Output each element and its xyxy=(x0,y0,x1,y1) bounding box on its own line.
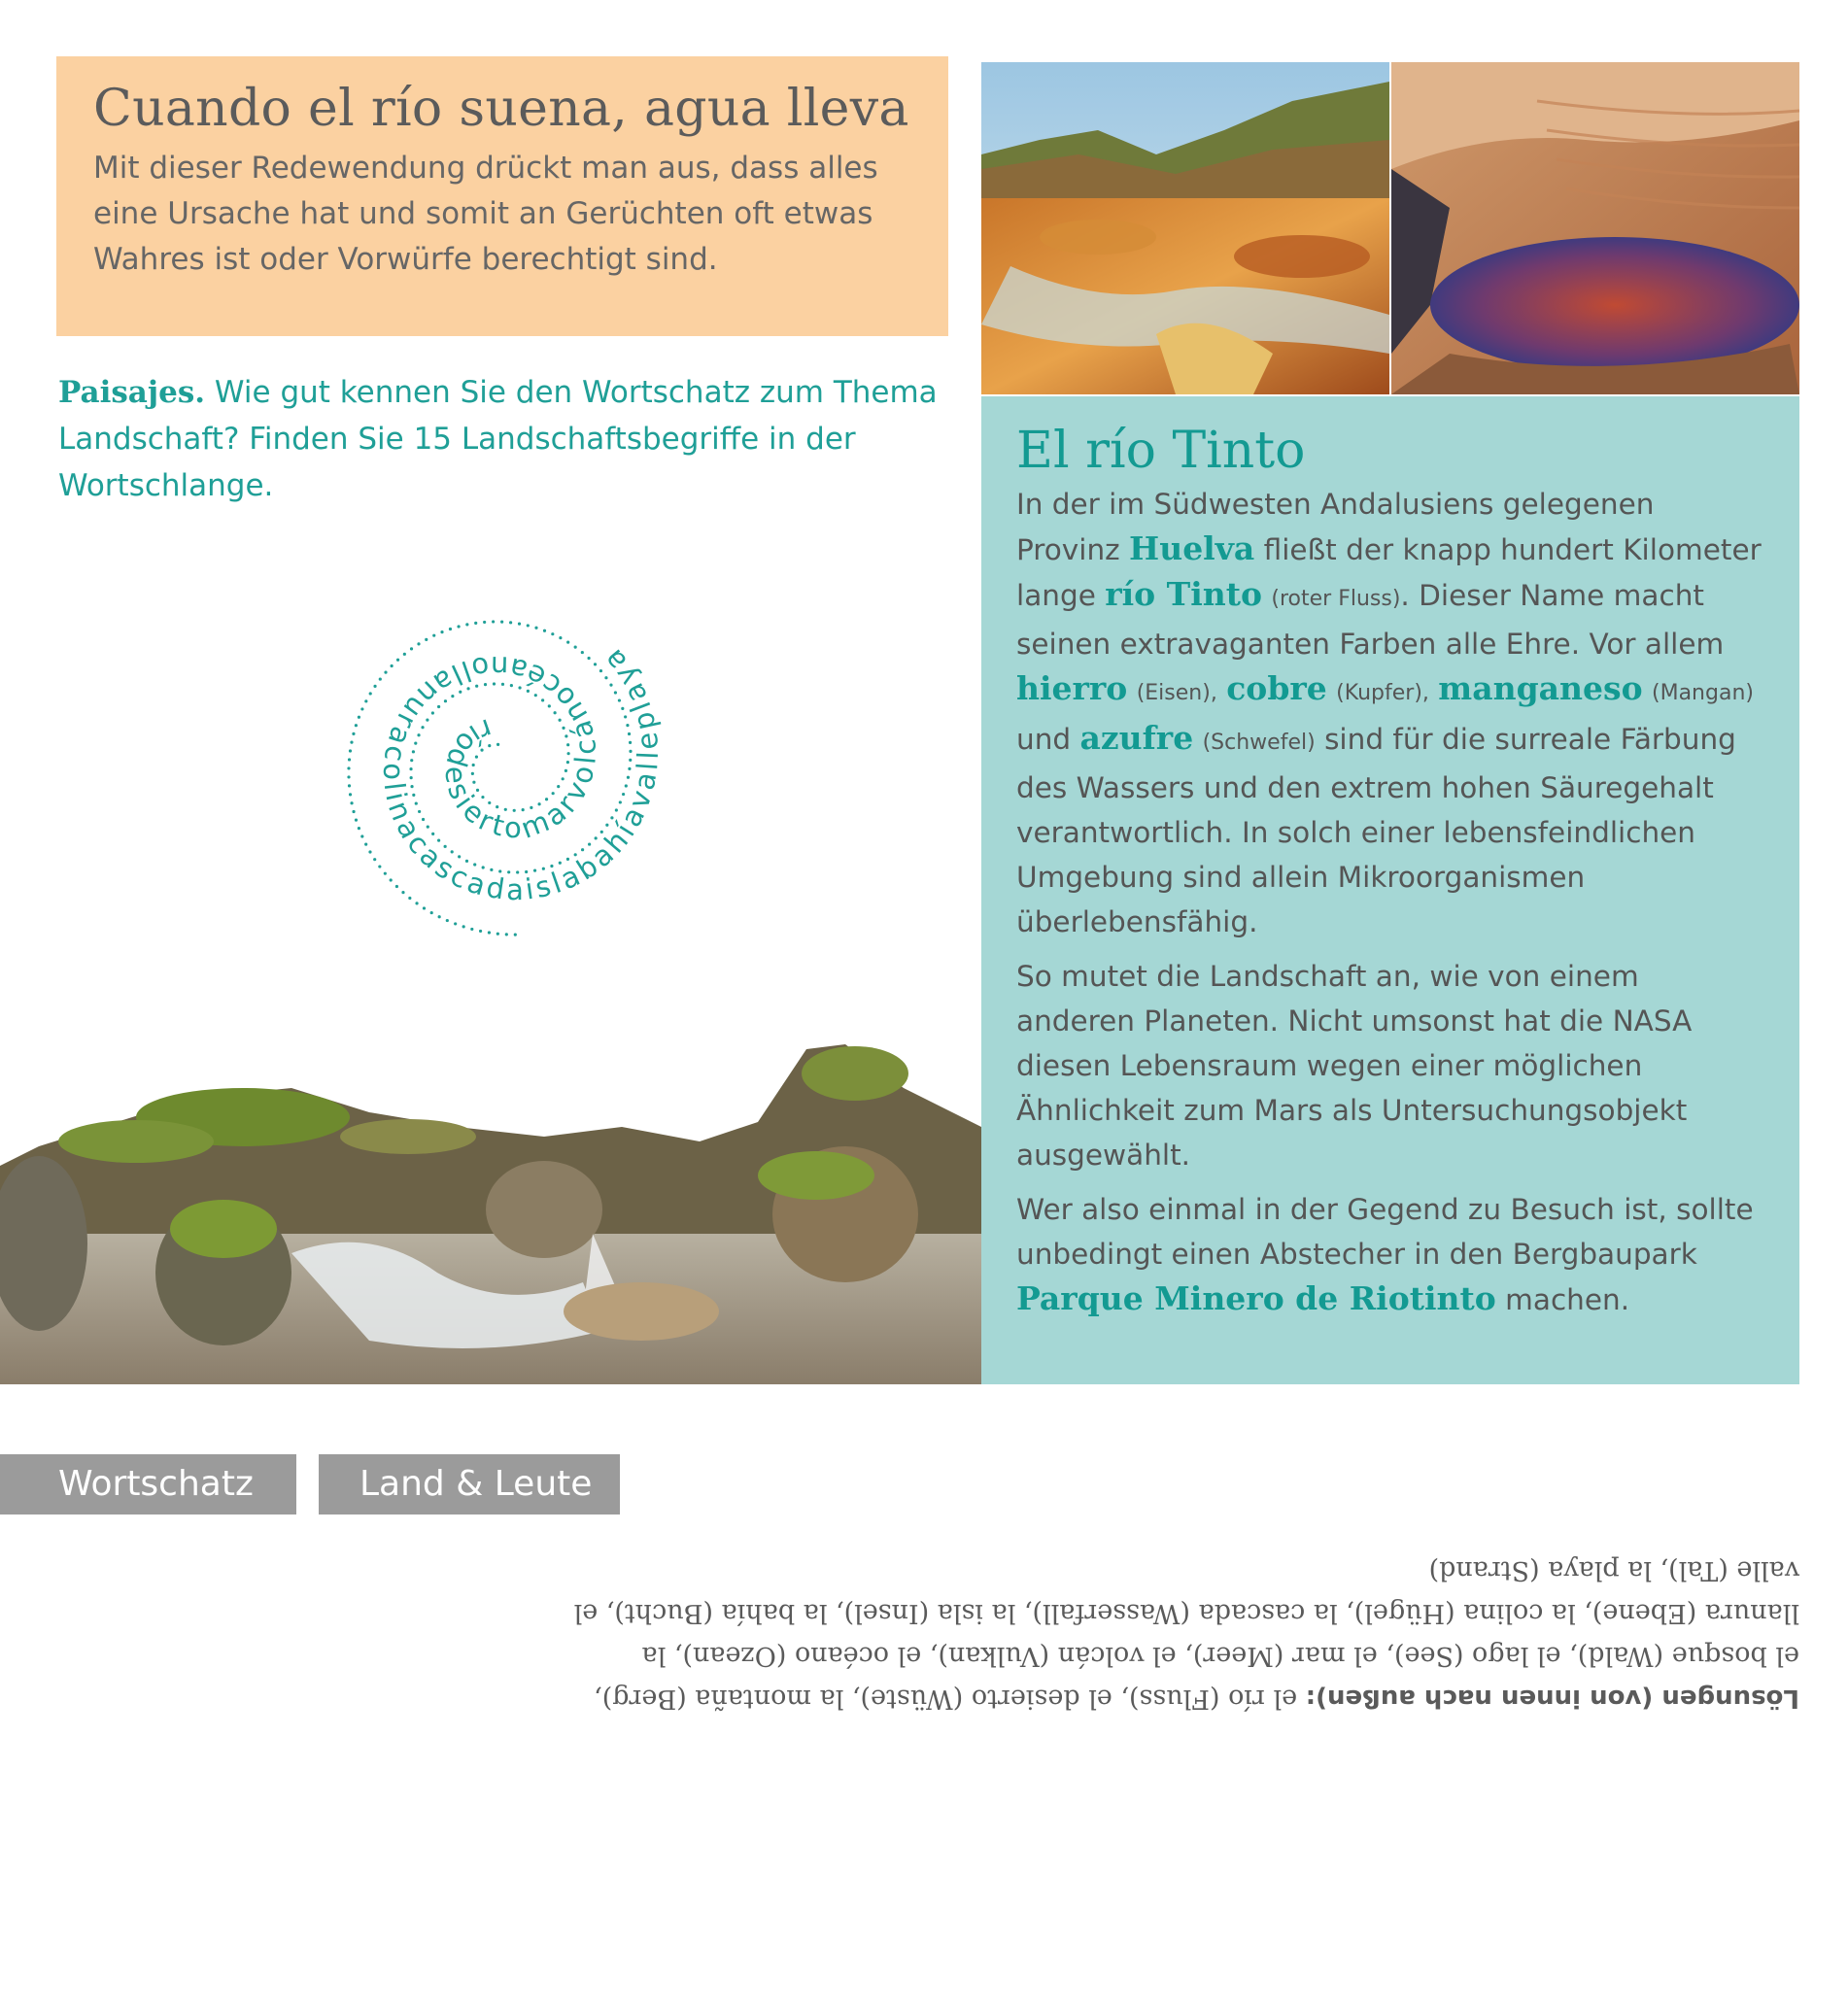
text-run: fließt der knapp hundert Kilometer lange xyxy=(1016,533,1762,612)
text-run: In der im Südwesten Andalusiens gelegenen Provinz xyxy=(1016,488,1655,566)
proverb-title: Cuando el río suena, agua lleva xyxy=(93,80,909,138)
mossy-stream-photo xyxy=(0,1020,981,1384)
solutions-label: Lösungen (von innen nach außen): xyxy=(1305,1684,1799,1713)
gloss-hierro: (Eisen), xyxy=(1136,681,1217,705)
tag-wortschatz: Wortschatz xyxy=(0,1454,296,1515)
rio-tinto-paragraph-3 xyxy=(1016,1187,1764,1322)
term-rio-tinto: río Tinto xyxy=(1105,575,1262,613)
rio-tinto-riverbed-photo xyxy=(981,62,1389,394)
rio-tinto-title: El río Tinto xyxy=(1016,422,1306,480)
text-run: . Dieser Name macht seinen extravaganten Farben alle Ehre. Vor allem xyxy=(1016,579,1725,661)
term-azufre: azufre xyxy=(1079,719,1194,757)
gloss-cobre: (Kupfer), xyxy=(1336,681,1429,705)
intro-text: Wie gut kennen Sie den Wortschatz zum Thema Landschaft? Finden Sie 15 Landschaftsbegriffe in der Wortschlange. xyxy=(58,375,938,503)
exercise-intro xyxy=(58,369,952,509)
intro-lead: Paisajes. xyxy=(58,375,206,410)
term-cobre: cobre xyxy=(1226,669,1327,707)
gloss-rio-tinto: (roter Fluss) xyxy=(1271,587,1401,611)
text-run: und xyxy=(1016,723,1080,756)
text-run: Wer also einmal in der Gegend zu Besuch ist, sollte unbedingt einen Abstecher in den Bergbaupark xyxy=(1016,1193,1754,1271)
proverb-box xyxy=(56,56,948,336)
solutions-text: el río (Fluss), el desierto (Wüste), la montaña (Berg), el bosque (Wald), el lago (See), el mar (Meer), el volcán (Vulkan), el océano (Ozean), la llanura (Ebene), la colina (Hügel), la cascada (Wasserfall), la isla (Insel), la bahía (Bucht), el valle (Tal), la playa (Strand) xyxy=(573,1555,1799,1714)
term-huelva: Huelva xyxy=(1129,529,1255,567)
rio-tinto-paragraph-2: So mutet die Landschaft an, wie von einem anderen Planeten. Nicht umsonst hat die NASA diesen Lebensraum wegen einer möglichen Ähnlichkeit zum Mars als Untersuchungsobjekt ausgewählt. xyxy=(1016,960,1693,1172)
proverb-text: Mit dieser Redewendung drückt man aus, dass alles eine Ursache hat und somit an Gerüchten oft etwas Wahres ist oder Vorwürfe berechtigt sind. xyxy=(93,151,878,277)
solutions-upside-down xyxy=(564,1535,1799,1719)
tag-land-und-leute: Land & Leute xyxy=(319,1454,620,1515)
rio-tinto-mine-lake-photo xyxy=(1391,62,1799,394)
term-parque-minero: Parque Minero de Riotinto xyxy=(1016,1279,1496,1317)
text-run: machen. xyxy=(1495,1283,1630,1316)
text-run: sind für die surreale Färbung des Wassers und den extrem hohen Säuregehalt verantwortlich. In solch einer lebensfeindlichen Umgebung sind allein Mikroorganismen überlebensfähig. xyxy=(1016,723,1736,938)
rio-tinto-box xyxy=(981,396,1799,1384)
spiral-letters: ríodesiertomarvolcánocéanollanuracolinacascadaislabahíavalleplaya xyxy=(376,640,666,906)
gloss-azufre: (Schwefel) xyxy=(1202,731,1316,755)
word-spiral xyxy=(214,495,836,1039)
term-manganeso: manganeso xyxy=(1438,669,1643,707)
rio-tinto-paragraph-1 xyxy=(1016,482,1764,944)
term-hierro: hierro xyxy=(1016,669,1128,707)
gloss-manganeso: (Mangan) xyxy=(1652,681,1754,705)
